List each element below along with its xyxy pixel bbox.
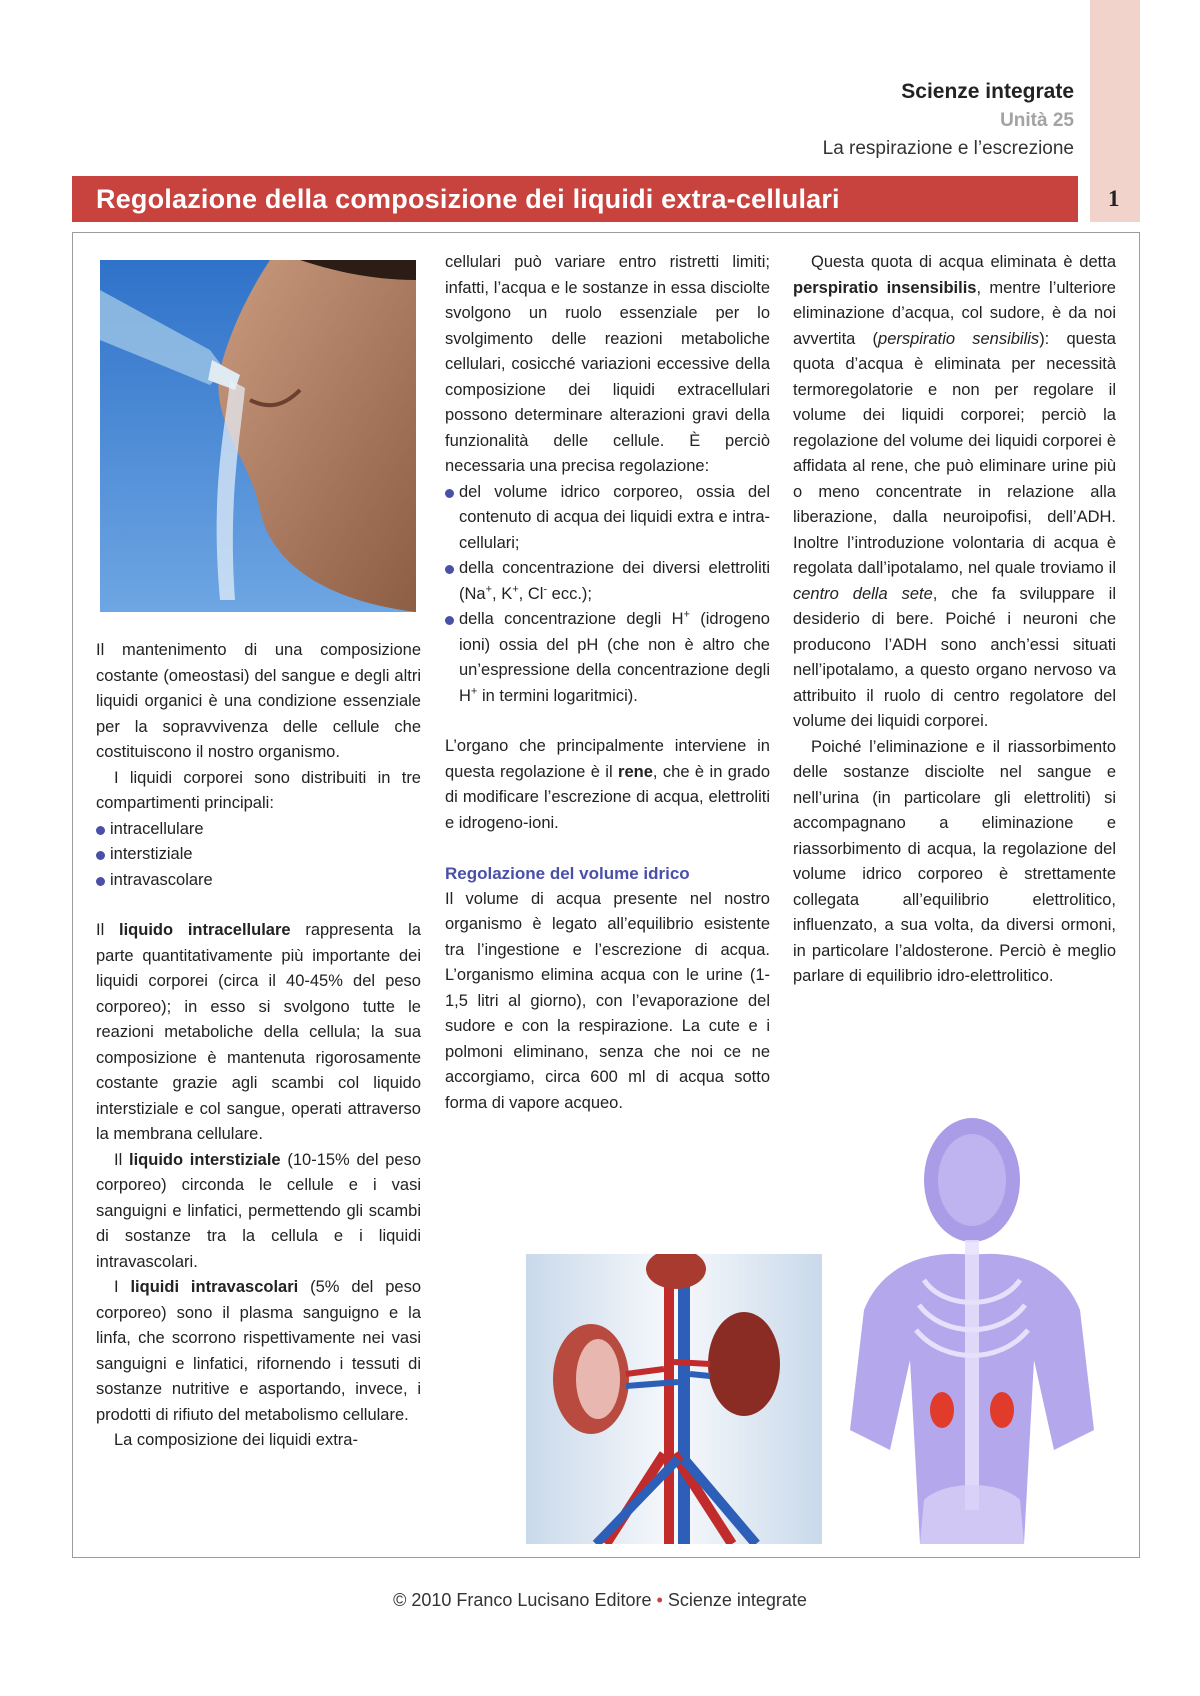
paragraph: Il mantenimento di una composizione costante (omeostasi) del sangue e degli altri liquidi organici è una condizione essenziale per la sopravvivenza delle cellule che costituiscono il nostro organismo. bbox=[96, 641, 421, 761]
text-column-1 bbox=[96, 638, 421, 1454]
paragraph: I liquidi intravascolari (5% del peso corporeo) sono il plasma sanguigno e la linfa, che scorrono rispettivamente nei vasi sanguigni e linfatici, rifornendo i tessuti di sostanze nutritive e asportando, invece, i prodotti di rifiuto del metabolismo cellulare. bbox=[96, 1278, 421, 1424]
header-unit: Unità 25 bbox=[1000, 110, 1074, 131]
term: liquidi intravascolari bbox=[130, 1278, 299, 1296]
page-number: 1 bbox=[1108, 186, 1120, 211]
bullet-icon bbox=[96, 877, 105, 886]
bullet-icon bbox=[445, 565, 454, 574]
kidney-illustration bbox=[526, 1254, 822, 1544]
header-subtitle: La respirazione e l’escrezione bbox=[822, 138, 1074, 159]
list-item: della concentrazione degli H+ (idrogeno ioni) ossia del pH (che non è altro che un’espressione della concentrazione degli H+ in termini logaritmici). bbox=[445, 607, 770, 709]
body-xray-illustration bbox=[824, 1110, 1120, 1544]
list-item: intracellulare bbox=[96, 817, 421, 843]
bullet-icon bbox=[96, 851, 105, 860]
header-series: Scienze integrate bbox=[901, 80, 1074, 103]
list-item: intravascolare bbox=[96, 868, 421, 894]
paragraph: Il volume di acqua presente nel nostro organismo è legato all’equilibrio esistente tra l’ingestione e l’escrezione di acqua. L’organismo elimina acqua con le urine (1-1,5 litri al giorno), con l’evaporazione del sudore e con la respirazione. La cute e i polmoni eliminano, senza che noi ce ne accorgiamo, circa 600 ml di acqua sotto forma di vapore acqueo. bbox=[445, 889, 770, 1112]
paragraph: Questa quota di acqua eliminata è detta perspiratio insensibilis, mentre l’ulteriore eliminazione d’acqua, col sudore, è da noi avvertita (perspiratio sensibilis): questa quota d’acqua è eliminata per necessità termoregolatorie e non per regolare il volume dei liquidi corporei; perciò la regolazione del volume dei liquidi corporei è affidata al rene, che può eliminare urine più o meno concentrate in relazione alla liberazione, dalla neuroipofisi, dell’ADH. Inoltre l’introduzione volontaria di acqua è regolata dall’ipotalamo, nel quale troviamo il centro della sete, che fa sviluppare il desiderio di bere. Poiché i neuroni che producono l’ADH sono anch’essi situati nell’ipotalamo, a questo organo nervoso va attribuito il ruolo di centro regolatore del volume dei liquidi corporei. bbox=[793, 253, 1117, 730]
list-item: della concentrazione dei diversi elettroliti (Na+, K+, Cl- ecc.); bbox=[445, 556, 770, 607]
bullet-icon bbox=[96, 826, 105, 835]
text-column-2 bbox=[445, 250, 770, 1116]
paragraph: La composizione dei liquidi extra- bbox=[114, 1431, 358, 1449]
term-italic: perspiratio sensibilis bbox=[878, 329, 1040, 348]
paragraph: Il liquido interstiziale (10-15% del peso corporeo) circonda le cellule e i vasi sanguigni e linfatici, permettendo gli scambi di sostanze tra la cellula e i liquidi intravascolari. bbox=[96, 1150, 422, 1271]
term-italic: centro della sete bbox=[793, 584, 933, 603]
footer-series: Scienze integrate bbox=[667, 1590, 807, 1610]
bullet-icon bbox=[445, 489, 454, 498]
paragraph: I liquidi corporei sono distribuiti in tre compartimenti principali: bbox=[96, 768, 421, 812]
paragraph: cellulari può variare entro ristretti limiti; infatti, l’acqua e le sostanze in essa disciolte svolgono un ruolo essenziale per lo svolgimento delle reazioni metaboliche cellulari, cosicché variazioni eccessive della composizione dei liquidi extracellulari possono determinare alterazioni gravi della funzionalità delle cellule. È perciò necessaria una precisa regolazione: bbox=[445, 253, 770, 475]
paragraph: L’organo che principalmente interviene in questa regolazione è il rene, che è in grado di modificare l’escrezione di acqua, elettroliti e idrogeno-ioni. bbox=[445, 737, 770, 832]
paragraph: Poiché l’eliminazione e il riassorbimento delle sostanze disciolte nel sangue e nell’urina (in particolare gli elettroliti) si accompagnano a eliminazione e riassorbimento di acqua, la regolazione del volume idrico corporeo è strettamente collegata all’equilibrio elettrolitico, influenzato, a sua volta, da diversi ormoni, in particolare l’aldosterone. Perciò è meglio parlare di equilibrio idro-elettrolitico. bbox=[793, 737, 1116, 985]
text-column-3 bbox=[793, 250, 1116, 990]
list-item: interstiziale bbox=[96, 842, 421, 868]
paragraph: Il liquido intracellulare rappresenta la parte quantitativamente più importante dei liquidi corporei (circa il 40-45% del peso corporeo); in esso si svolgono tutte le reazioni metaboliche della cellula; la sua composizione è mantenuta rigorosamente costante grazie agli scambi col liquido interstiziale e col sangue, operati attraverso la membrana cellulare. bbox=[96, 921, 421, 1143]
regulation-list bbox=[445, 480, 770, 710]
term: perspiratio insensibilis bbox=[793, 278, 977, 297]
bullet-icon bbox=[445, 616, 454, 625]
term: liquido interstiziale bbox=[129, 1150, 281, 1169]
compartments-list bbox=[96, 817, 421, 894]
term: liquido intracellulare bbox=[119, 921, 291, 939]
title-bar bbox=[72, 176, 1078, 222]
footer-copyright: © 2010 Franco Lucisano Editore bbox=[393, 1590, 652, 1610]
footer bbox=[0, 1590, 1200, 1611]
list-item: del volume idrico corporeo, ossia del contenuto di acqua dei liquidi extra e intra-cellulari; bbox=[445, 480, 770, 557]
footer-separator: • bbox=[656, 1590, 663, 1610]
man-drinking-photo bbox=[100, 260, 416, 612]
term: rene bbox=[618, 762, 653, 781]
section-heading: Regolazione del volume idrico bbox=[445, 864, 690, 883]
page-title: Regolazione della composizione dei liquidi extra-cellulari bbox=[96, 184, 840, 214]
